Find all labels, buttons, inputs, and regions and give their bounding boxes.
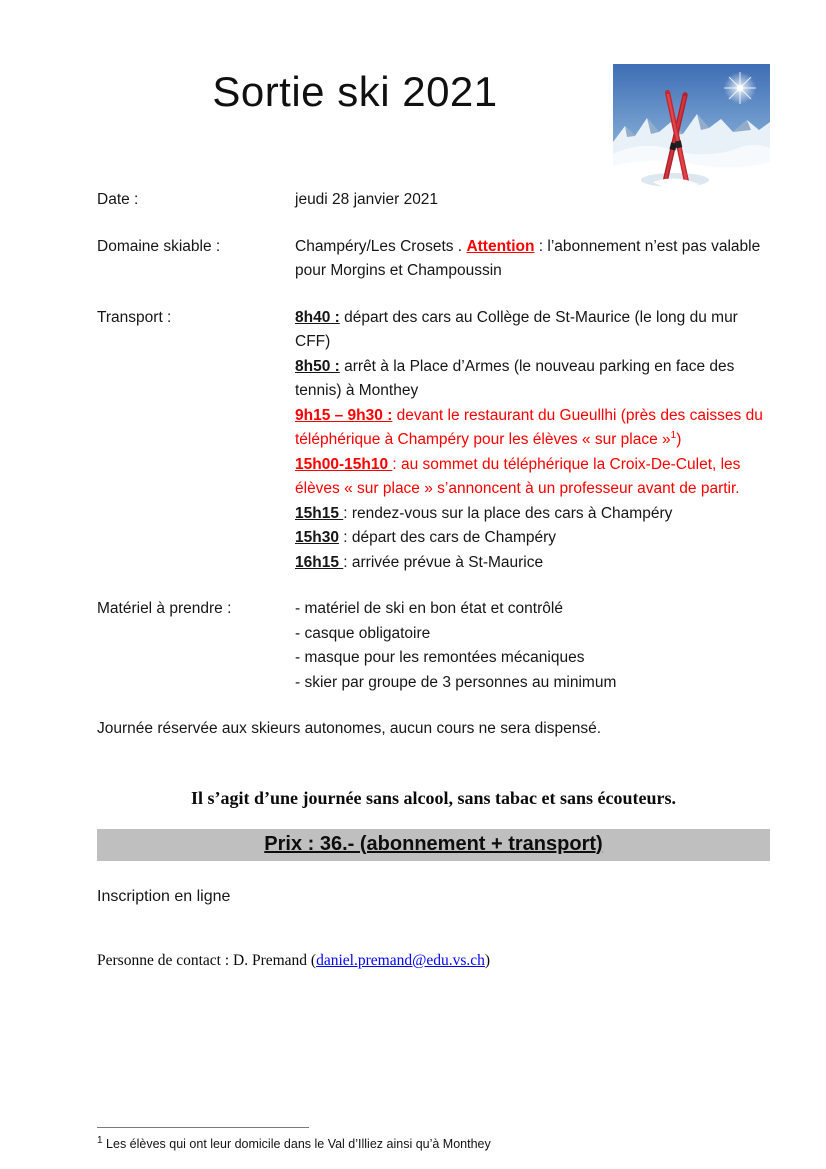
text-segment: départ des cars au Collège de St-Maurice (le long du mur CFF) <box>295 308 738 350</box>
text-segment: : l’abonnement n’est pas valable pour Morgins et Champoussin <box>295 237 761 279</box>
text-segment: : rendez-vous sur la place des cars à Champéry <box>343 504 673 522</box>
price-banner-text: Prix : 36.- (abonnement + transport) <box>264 832 603 855</box>
text-segment: - masque pour les remontées mécaniques <box>295 649 585 666</box>
text-segment: ) <box>676 431 682 448</box>
info-row <box>97 235 770 284</box>
text-segment: 8h40 : <box>295 308 340 326</box>
contact-email-link[interactable]: daniel.premand@edu.vs.ch <box>316 951 485 969</box>
info-entry <box>295 622 770 647</box>
info-row-content <box>295 235 770 284</box>
text-segment: - skier par groupe de 3 personnes au minimum <box>295 673 617 691</box>
text-segment: : départ des cars de Champéry <box>338 529 557 546</box>
info-row <box>97 188 770 213</box>
info-entry <box>295 646 770 671</box>
text-segment: 15h00-15h10 <box>295 455 393 473</box>
info-row-label: Matériel à prendre : <box>97 600 232 617</box>
page-title: Sortie ski 2021 <box>212 68 498 115</box>
footnote-marker: 1 <box>97 1134 103 1146</box>
contact-line <box>97 952 770 970</box>
text-segment: jeudi 28 janvier 2021 <box>295 191 439 208</box>
info-row-content <box>295 306 770 576</box>
text-segment: devant le restaurant du Gueullhi (près des caisses du téléphérique à Champéry pour les élèves « sur place » <box>295 406 763 448</box>
text-segment: 15h15 <box>295 504 344 522</box>
info-row <box>97 597 770 695</box>
info-entry <box>295 502 770 527</box>
info-entry <box>295 188 770 213</box>
info-entry <box>295 551 770 576</box>
text-segment: Champéry/Les Crosets . <box>295 237 467 255</box>
footnote <box>97 1127 770 1153</box>
text-segment: arrêt à la Place d’Armes (le nouveau parking en face des tennis) à Monthey <box>295 357 735 399</box>
inscription-note: Inscription en ligne <box>97 887 231 905</box>
text-segment: - casque obligatoire <box>295 624 431 642</box>
info-entry <box>295 355 770 404</box>
info-entry <box>295 671 770 696</box>
text-segment: Attention <box>466 237 535 255</box>
contact-prefix: Personne de contact : D. Premand ( <box>97 951 317 969</box>
rules-statement: Il s’agit d’une journée sans alcool, sans tabac et sans écouteurs. <box>190 787 676 808</box>
text-segment: 1 <box>670 429 677 441</box>
text-segment: 16h15 <box>295 553 344 571</box>
info-row-label: Date : <box>97 191 139 208</box>
document-header <box>97 64 770 200</box>
info-entry <box>295 306 770 355</box>
text-segment: : arrivée prévue à St-Maurice <box>343 553 544 571</box>
ski-photo <box>613 64 770 200</box>
info-row-content <box>295 597 770 695</box>
info-entry <box>295 453 770 502</box>
info-entry <box>295 597 770 622</box>
price-banner <box>97 829 770 861</box>
text-segment: 15h30 <box>295 529 339 546</box>
info-row <box>97 306 770 576</box>
info-row-label: Domaine skiable : <box>97 237 221 255</box>
text-segment: : au sommet du téléphérique la Croix-De-Culet, les élèves « sur place » s’annoncent à un professeur avant de partir. <box>295 455 741 497</box>
contact-suffix: ) <box>484 951 491 969</box>
footnote-text: Les élèves qui ont leur domicile dans le Val d’Illiez ainsi qu’à Monthey <box>102 1137 491 1151</box>
autonomy-note: Journée réservée aux skieurs autonomes, aucun cours ne sera dispensé. <box>97 720 602 737</box>
text-segment: - matériel de ski en bon état et contrôlé <box>295 600 563 617</box>
footnote-separator <box>97 1127 309 1128</box>
text-segment: 8h50 : <box>295 357 340 375</box>
text-segment: 9h15 – 9h30 : <box>295 406 393 424</box>
info-entry <box>295 404 770 453</box>
info-entry <box>295 235 770 284</box>
info-entry <box>295 526 770 551</box>
info-section <box>97 188 770 695</box>
info-row-label: Transport : <box>97 308 172 326</box>
info-row-content <box>295 188 770 213</box>
